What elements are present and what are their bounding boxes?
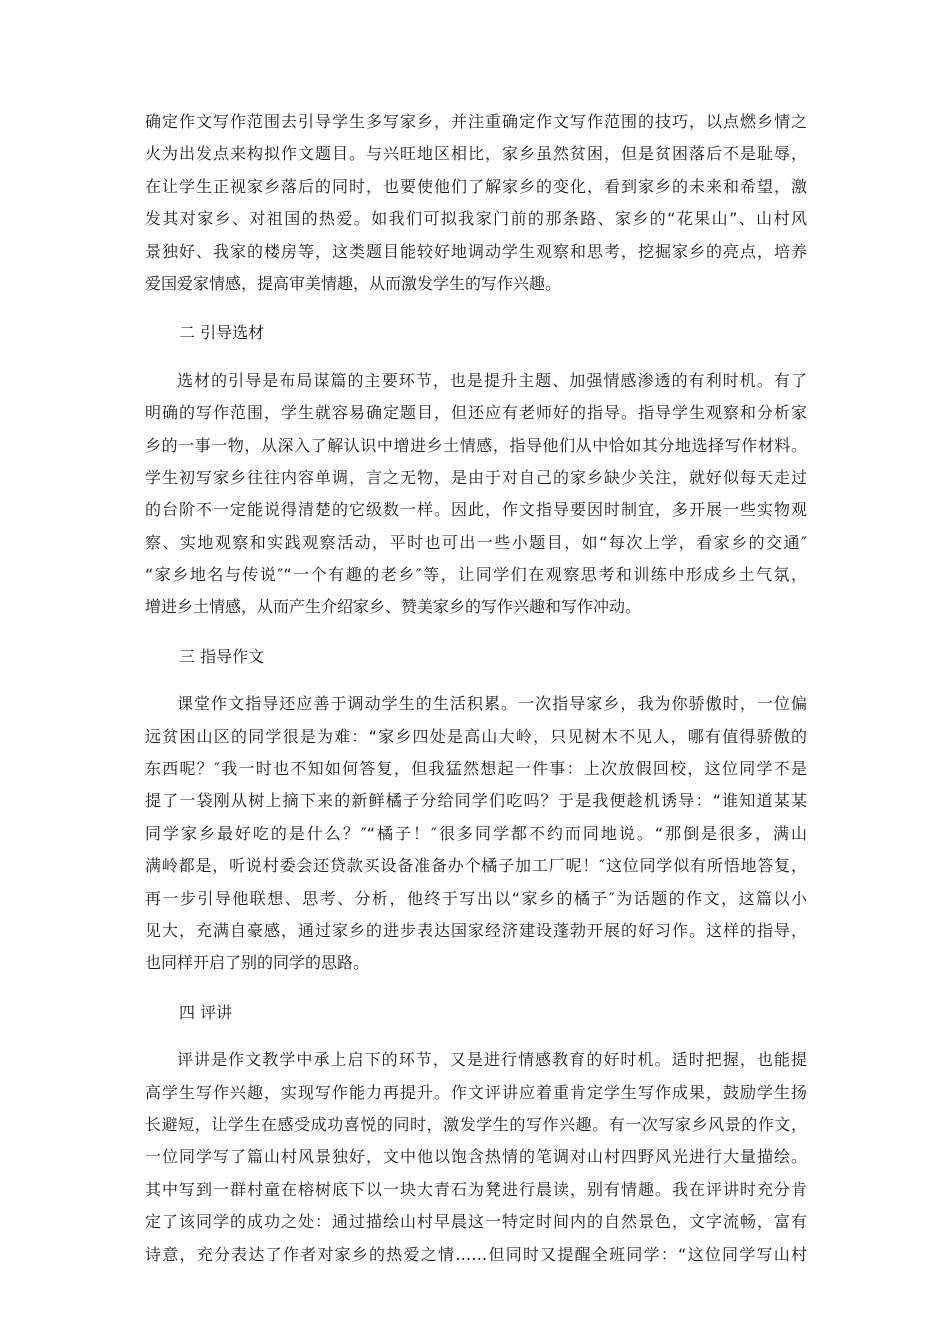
text-line: 增进乡土情感，从而产生介绍家乡、赞美家乡的写作兴趣和写作冲动。 [145,597,642,617]
text-line: 明确的写作范围，学生就容易确定题目，但还应有老师好的指导。指导学生观察和分析家 [145,403,807,423]
paragraph-section-3 [145,688,807,980]
section-heading: 四 评讲 [179,1002,233,1022]
paragraph-intro [145,106,807,300]
paragraph-section-4 [145,1044,807,1271]
text-line: 满岭都是，听说村委会还贷款买设备准备办个橘子加工厂呢！″这位同学似有所悟地答复， [145,856,807,876]
section-heading: 三 指导作文 [179,646,265,666]
text-line: 评讲是作文教学中承上启下的环节，又是进行情感教育的好时机。适时把握，也能提 [177,1050,807,1070]
text-line: 确定作文写作范围去引导学生多写家乡，并注重确定作文写作范围的技巧，以点燃乡情之 [145,112,807,131]
paragraph-section-2 [145,365,807,624]
text-line: 景独好、我家的楼房等，这类题目能较好地调动学生观察和思考，挖掘家乡的亮点，培养 [145,241,807,261]
text-line: 选材的引导是布局谋篇的主要环节，也是提升主题、加强情感渗透的有利时机。有了 [177,370,807,390]
text-line: 学生初写家乡往往内容单调，言之无物，是由于对自己的家乡缺少关注，就好似每天走过 [145,467,807,487]
text-line: 见大，充满自豪感，通过家乡的进步表达国家经济建设蓬勃开展的好习作。这样的指导， [145,920,807,940]
text-line: 高学生写作兴趣，实现写作能力再提升。作文评讲应着重肯定学生写作成果，鼓励学生扬 [145,1082,807,1102]
text-line: 发其对家乡、对祖国的热爱。如我们可拟我家门前的那条路、家乡的“花果山”、山村风 [145,209,807,229]
section-heading: 二 引导选材 [179,323,265,343]
text-line: 爱国爱家情感，提高审美情趣，从而激发学生的写作兴趣。 [145,273,562,293]
text-line: 定了该同学的成功之处：通过描绘山村早晨这一特定时间内的自然景色，文字流畅，富有 [145,1212,807,1232]
text-line: 诗意，充分表达了作者对家乡的热爱之情……但同时又提醒全班同学：“这位同学写山村 [145,1244,807,1264]
text-line: 同学家乡最好吃的是什么？″“橘子！″很多同学都不约而同地说。“那倒是很多，满山 [145,823,807,843]
text-line: 提了一袋刚从树上摘下来的新鲜橘子分给同学们吃吗？于是我便趁机诱导：“谁知道某某 [145,791,807,811]
text-line: 再一步引导他联想、思考、分析，他终于写出以“家乡的橘子″为话题的作文，这篇以小 [145,888,807,908]
text-line: 也同样开启了别的同学的思路。 [145,953,370,973]
text-line: 在让学生正视家乡落后的同时，也要使他们了解家乡的变化，看到家乡的未来和希望，激 [145,176,807,196]
text-line: 其中写到一群村童在榕树底下以一块大青石为凳进行晨读，别有情趣。我在评讲时充分肯 [145,1179,807,1199]
text-line: 察、实地观察和实践观察活动，平时也可出一些小题目，如“每次上学，看家乡的交通″ [145,532,807,552]
text-line: 一位同学写了篇山村风景独好，文中他以饱含热情的笔调对山村四野风光进行大量描绘。 [145,1147,807,1167]
text-line: 的台阶不一定能说得清楚的它级数一样。因此，作文指导要因时制宜，多开展一些实物观 [145,500,807,520]
text-line: 远贫困山区的同学很是为难：“家乡四处是高山大岭，只见树木不见人，哪有值得骄傲的 [145,726,807,746]
text-line: 乡的一事一物，从深入了解认识中增进乡土情感，指导他们从中恰如其分地选择写作材料。 [145,435,807,455]
document-page [145,106,807,1271]
text-line: “家乡地名与传说″“一个有趣的老乡″等，让同学们在观察思考和训练中形成乡土气氛， [145,565,807,585]
text-line: 火为出发点来构拟作文题目。与兴旺地区相比，家乡虽然贫困，但是贫困落后不是耻辱， [145,144,807,164]
text-line: 长避短，让学生在感受成功喜悦的同时，激发学生的写作兴趣。有一次写家乡风景的作文， [145,1114,807,1134]
text-line: 课堂作文指导还应善于调动学生的生活积累。一次指导家乡，我为你骄傲时，一位偏 [177,694,807,714]
text-line: 东西呢？″我一时也不知如何答复，但我猛然想起一件事：上次放假回校，这位同学不是 [145,759,807,779]
